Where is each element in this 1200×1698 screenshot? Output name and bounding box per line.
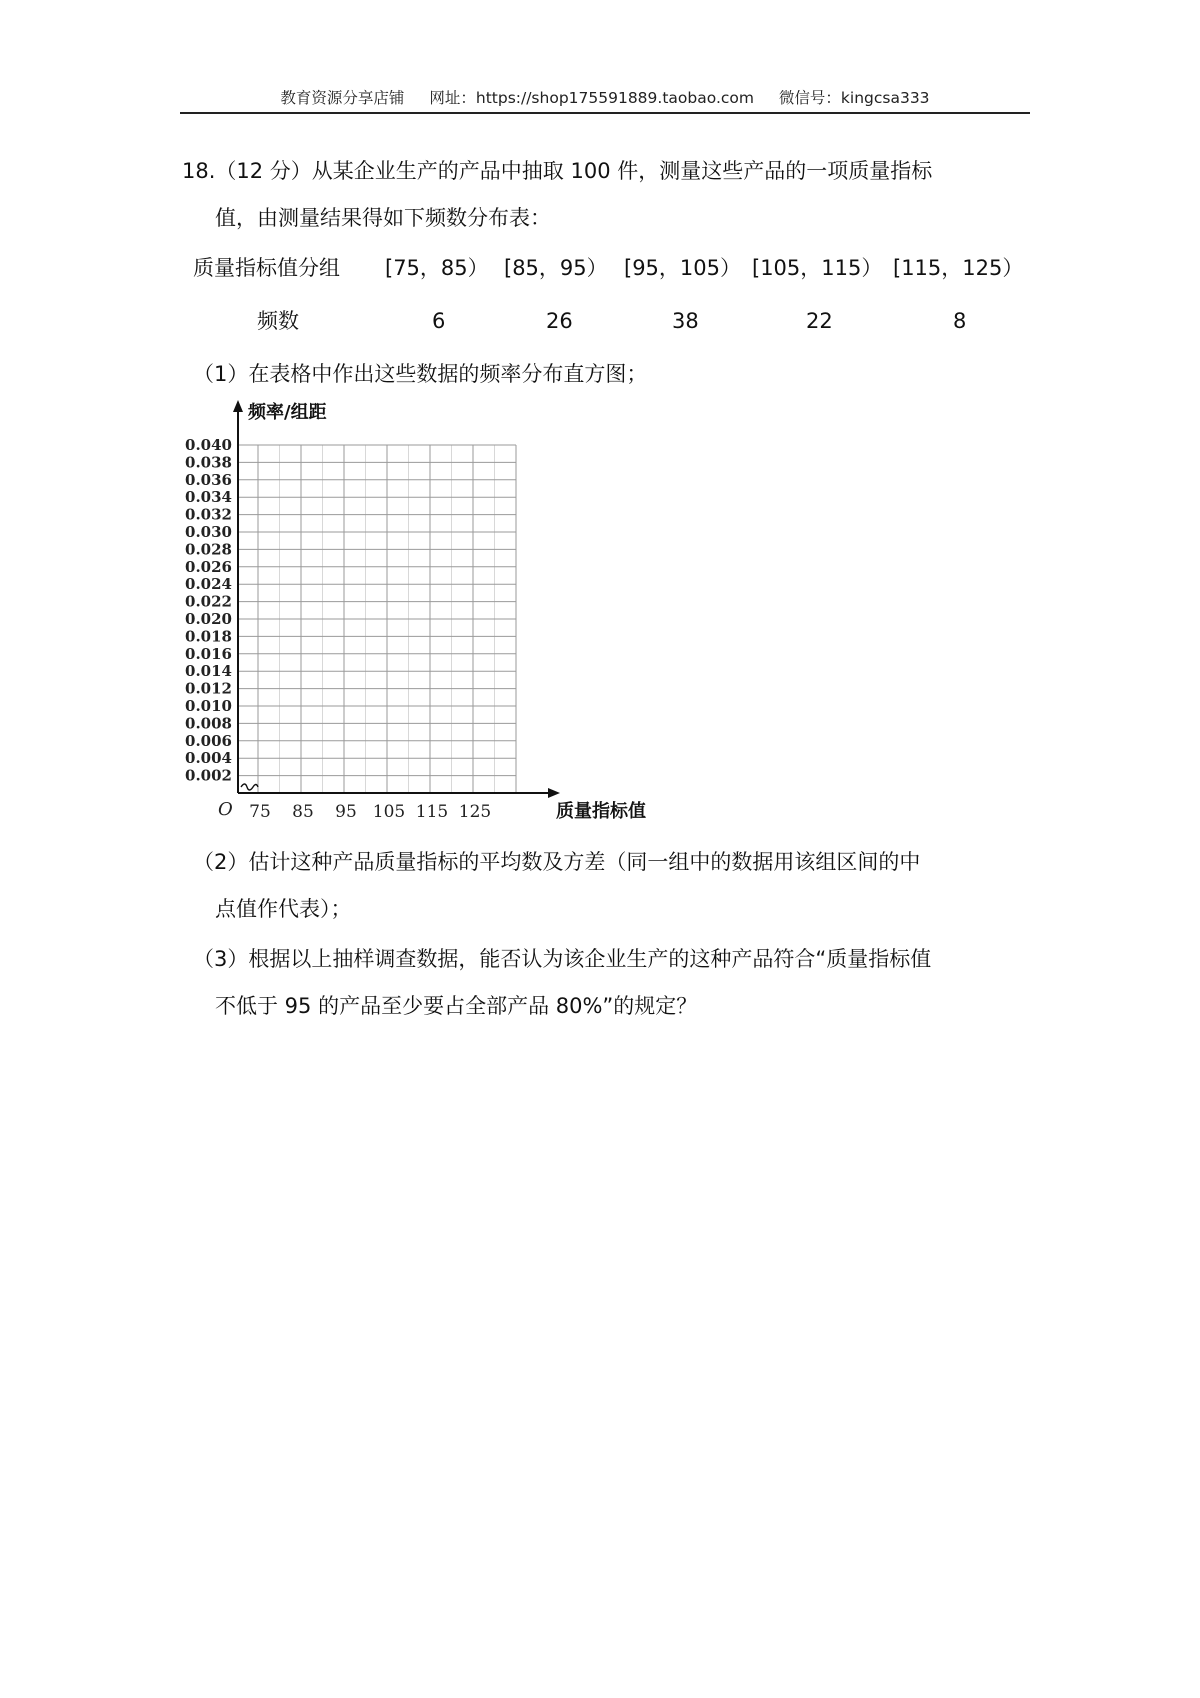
y-tick-label: 0.026 — [185, 557, 232, 576]
y-tick-label: 0.014 — [185, 662, 232, 681]
x-axis-title: 质量指标值 — [556, 801, 646, 822]
axis-break-mark — [241, 784, 258, 790]
table-row-header: 质量指标值分组 — [193, 256, 340, 280]
table-group-cell: [75，85） — [385, 256, 489, 280]
wechat-id: 微信号：kingcsa333 — [778, 89, 930, 107]
header-divider — [180, 112, 1030, 114]
y-tick-label: 0.012 — [185, 679, 232, 698]
table-group-cell: [95，105） — [624, 256, 741, 280]
x-tick-label: 75 — [249, 802, 271, 822]
y-tick-label: 0.034 — [185, 488, 232, 507]
part3-line2: 不低于 95 的产品至少要占全部产品 80%”的规定？ — [215, 994, 698, 1018]
y-tick-label: 0.032 — [185, 505, 232, 524]
y-tick-label: 0.028 — [185, 540, 232, 559]
table-freq-cell: 8 — [953, 309, 967, 333]
question-stem-line2: 值，由测量结果得如下频数分布表： — [215, 206, 551, 230]
table-freq-header: 频数 — [257, 309, 299, 333]
y-tick-label: 0.018 — [185, 627, 232, 646]
origin-label: O — [218, 799, 233, 820]
y-tick-label: 0.016 — [185, 644, 232, 663]
y-tick-label: 0.024 — [185, 575, 232, 594]
y-axis-title: 频率/组距 — [248, 402, 327, 423]
y-tick-label: 0.010 — [185, 697, 232, 715]
page-header — [180, 86, 1030, 108]
y-tick-label: 0.008 — [185, 714, 232, 733]
histogram-grid-figure — [180, 396, 646, 846]
y-tick-label: 0.002 — [185, 766, 232, 785]
y-tick-label: 0.004 — [185, 749, 232, 768]
part3-line1: （3）根据以上抽样调查数据，能否认为该企业生产的这种产品符合“质量指标值 — [193, 947, 932, 971]
y-axis-arrow — [233, 400, 243, 412]
shop-url: 网址：https://shop175591889.taobao.com — [429, 89, 754, 107]
y-tick-label: 0.030 — [185, 523, 232, 541]
x-axis-arrow — [548, 788, 560, 798]
question-stem-line1: 18.（12 分）从某企业生产的产品中抽取 100 件，测量这些产品的一项质量指标 — [182, 159, 933, 183]
table-group-cell: [85，95） — [504, 256, 608, 280]
y-tick-label: 0.022 — [185, 592, 232, 611]
x-tick-label: 115 — [415, 802, 449, 822]
x-tick-label: 95 — [335, 802, 357, 822]
y-tick-label: 0.036 — [185, 470, 232, 489]
table-freq-cell: 38 — [672, 309, 699, 333]
x-tick-label: 105 — [372, 802, 406, 822]
x-tick-label: 85 — [292, 802, 314, 822]
part2-line2: 点值作代表）； — [215, 897, 352, 921]
y-tick-label: 0.040 — [185, 436, 232, 454]
histogram-grid-svg — [180, 396, 646, 846]
table-freq-cell: 26 — [546, 309, 573, 333]
table-group-cell: [115，125） — [893, 256, 1024, 280]
y-tick-label: 0.020 — [185, 610, 232, 628]
table-freq-cell: 22 — [806, 309, 833, 333]
shop-name: 教育资源分享店铺 — [280, 89, 405, 107]
table-group-cell: [105，115） — [752, 256, 883, 280]
table-freq-cell: 6 — [432, 309, 446, 333]
part1-text: （1）在表格中作出这些数据的频率分布直方图； — [193, 362, 648, 386]
part2-line1: （2）估计这种产品质量指标的平均数及方差（同一组中的数据用该组区间的中 — [193, 850, 921, 874]
y-tick-label: 0.038 — [185, 453, 232, 472]
x-tick-label: 125 — [458, 802, 492, 822]
y-tick-label: 0.006 — [185, 731, 232, 750]
